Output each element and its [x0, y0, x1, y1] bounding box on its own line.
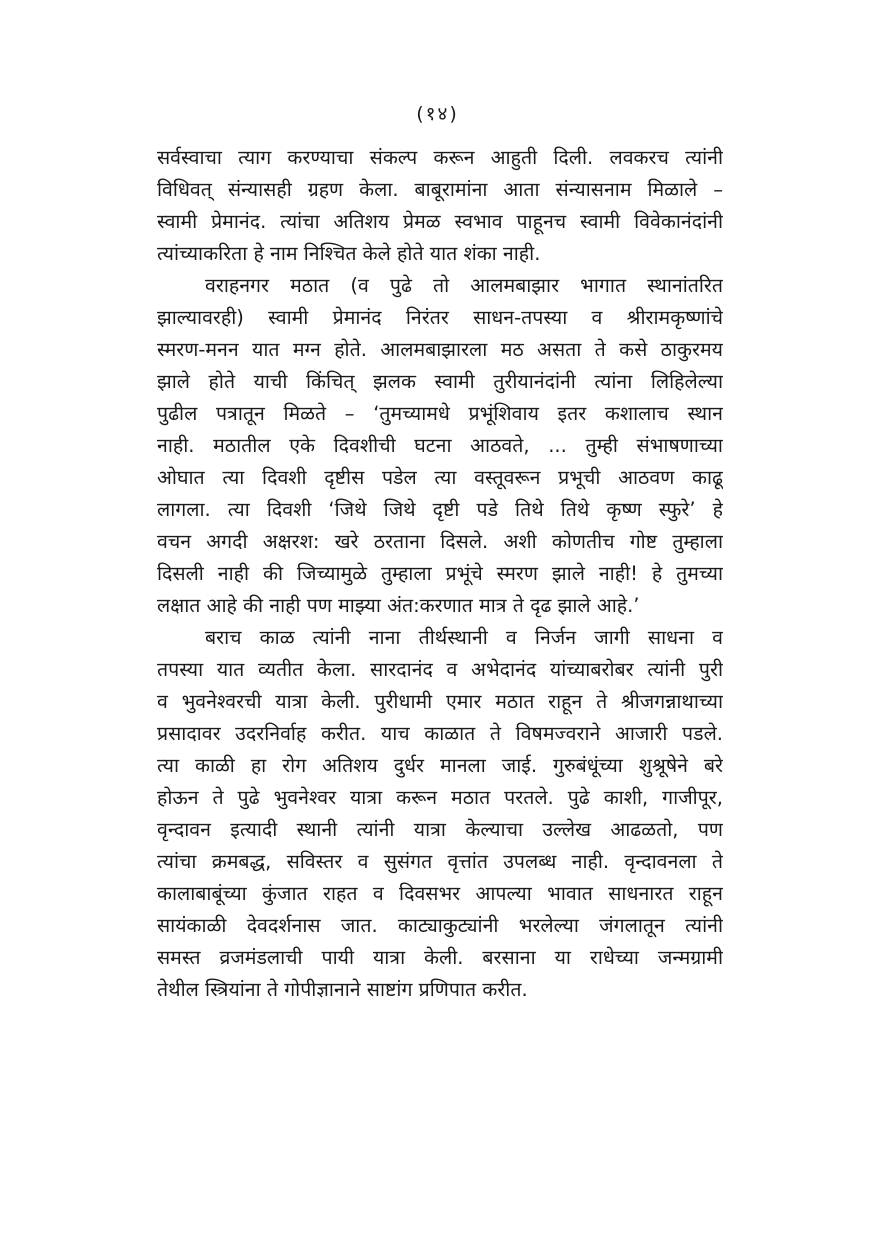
paragraph-2: [157, 270, 723, 622]
text-line: दिसली नाही की जिच्यामुळे तुम्हाला प्रभूंचे स्मरण झाले नाही! हे तुमच्या: [157, 562, 723, 585]
text-line: स्वामी प्रेमानंद. त्यांचा अतिशय प्रेमळ स्वभाव पाहूनच स्वामी विवेकानंदांनी: [157, 210, 723, 233]
text-line: नाही. मठातील एके दिवशीची घटना आठवते, ... तुम्ही संभाषणाच्या: [157, 434, 723, 457]
text-line: वृन्दावन इत्यादी स्थानी त्यांनी यात्रा केल्याचा उल्लेख आढळतो, पण: [157, 818, 723, 841]
text-line: ओघात त्या दिवशी दृष्टीस पडेल त्या वस्तूवरून प्रभूची आठवण काढू: [157, 466, 723, 489]
text-line: बराच काळ त्यांनी नाना तीर्थस्थानी व निर्जन जागी साधना व: [205, 626, 723, 649]
text-line: सायंकाळी देवदर्शनास जात. काट्याकुट्यांनी भरलेल्या जंगलातून त्यांनी: [157, 914, 723, 937]
text-line: झाल्यावरही) स्वामी प्रेमानंद निरंतर साधन-तपस्या व श्रीरामकृष्णांचे: [157, 306, 723, 329]
text-line: लक्षात आहे की नाही पण माझ्या अंत:करणात मात्र ते दृढ झाले आहे.’: [157, 594, 640, 617]
text-line: झाले होते याची किंचित् झलक स्वामी तुरीयानंदांनी त्यांना लिहिलेल्या: [157, 370, 723, 393]
text-line: लागला. त्या दिवशी ‘जिथे जिथे दृष्टी पडे तिथे तिथे कृष्ण स्फुरे’ हे: [157, 498, 723, 521]
text-line: होऊन ते पुढे भुवनेश्वर यात्रा करून मठात परतले. पुढे काशी, गाजीपूर,: [157, 786, 723, 809]
text-line: पुढील पत्रातून मिळते – ‘तुमच्यामधे प्रभूंशिवाय इतर कशालाच स्थान: [157, 402, 723, 425]
text-line: समस्त व्रजमंडलाची पायी यात्रा केली. बरसाना या राधेच्या जन्मग्रामी: [157, 946, 723, 969]
body-text: [157, 142, 723, 1006]
text-line: स्मरण-मनन यात मग्न होते. आलमबाझारला मठ असता ते कसे ठाकुरमय: [157, 338, 723, 361]
text-line: वराहनगर मठात (व पुढे तो आलमबाझार भागात स्थानांतरित: [205, 274, 723, 297]
text-line: सर्वस्वाचा त्याग करण्याचा संकल्प करून आहुती दिली. लवकरच त्यांनी: [157, 146, 723, 169]
text-line: तपस्या यात व्यतीत केला. सारदानंद व अभेदानंद यांच्याबरोबर त्यांनी पुरी: [157, 658, 723, 681]
text-line: वचन अगदी अक्षरश: खरे ठरताना दिसले. अशी कोणतीच गोष्ट तुम्हाला: [157, 530, 723, 553]
text-line: कालाबाबूंच्या कुंजात राहत व दिवसभर आपल्या भावात साधनारत राहून: [157, 882, 723, 905]
text-line: त्यांचा क्रमबद्ध, सविस्तर व सुसंगत वृत्तांत उपलब्ध नाही. वृन्दावनला ते: [157, 850, 723, 873]
text-line: त्या काळी हा रोग अतिशय दुर्धर मानला जाई. गुरुबंधूंच्या शुश्रूषेने बरे: [157, 754, 723, 777]
paragraph-3: [157, 622, 723, 1006]
text-line: तेथील स्त्रियांना ते गोपीज्ञानाने साष्टांग प्रणिपात करीत.: [157, 978, 528, 1001]
text-line: विधिवत् संन्यासही ग्रहण केला. बाबूरामांना आता संन्यासनाम मिळाले –: [157, 178, 723, 201]
text-line: त्यांच्याकरिता हे नाम निश्चित केले होते यात शंका नाही.: [157, 242, 541, 265]
page-number: (१४): [416, 103, 459, 125]
text-line: प्रसादावर उदरनिर्वाह करीत. याच काळात ते विषमज्वराने आजारी पडले.: [157, 722, 723, 745]
text-line: व भुवनेश्वरची यात्रा केली. पुरीधामी एमार मठात राहून ते श्रीजगन्नाथाच्या: [157, 690, 723, 713]
paragraph-1: [157, 142, 723, 270]
